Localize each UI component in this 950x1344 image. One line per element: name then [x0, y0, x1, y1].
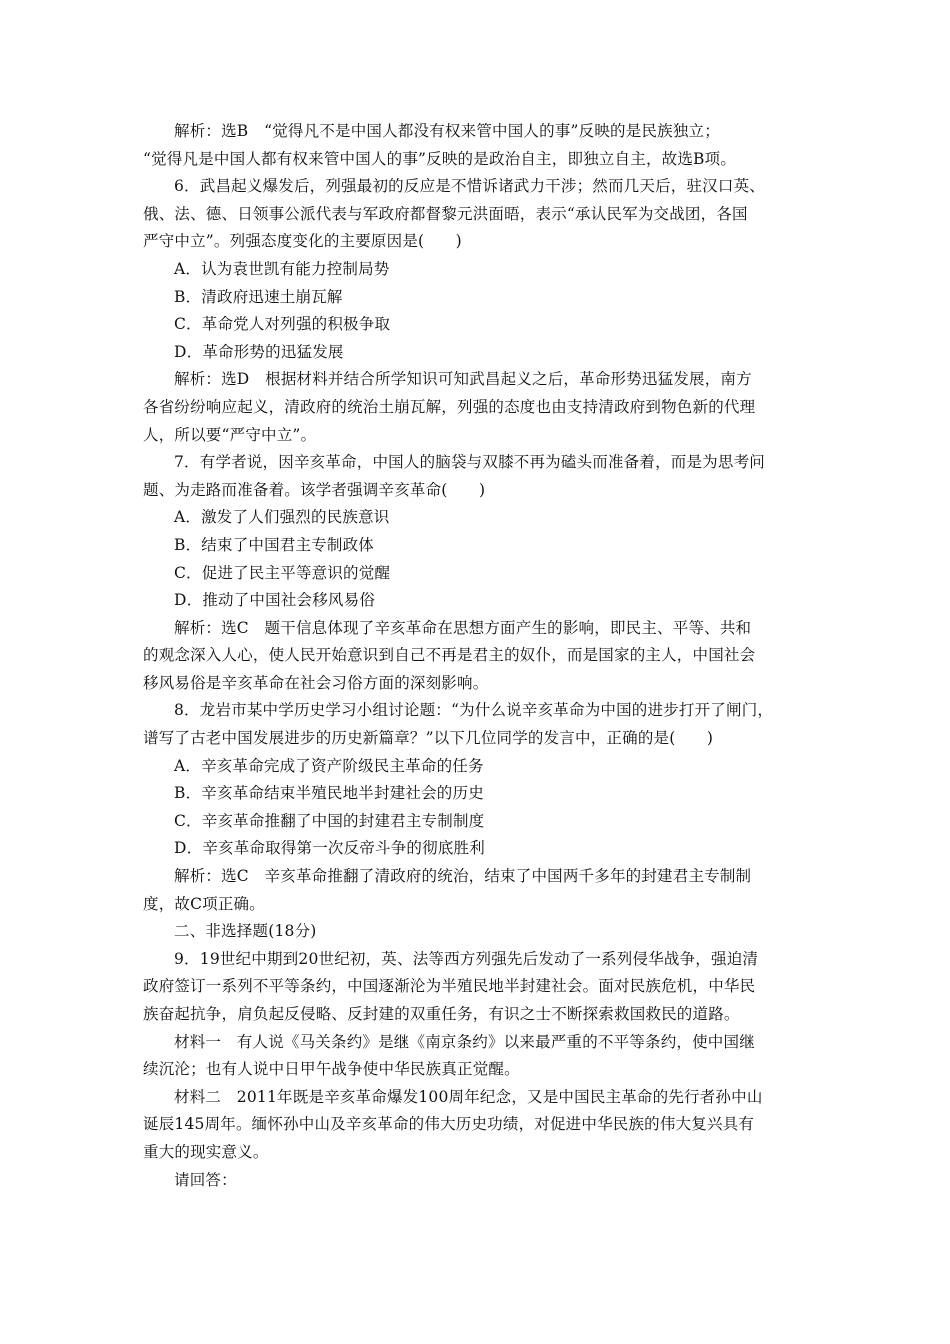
q6-option-d: D．革命形势的迅猛发展	[174, 342, 344, 361]
analysis-q5-line-2: “觉得凡是中国人都有权来管中国人的事”反映的是政治自主，即独立自主，故选B项。	[143, 149, 737, 168]
q7-option-b: B．结束了中国君主专制政体	[174, 535, 374, 554]
q6-option-b: B．清政府迅速土崩瓦解	[174, 287, 343, 306]
question-7-line-2: 题、为走路而准备着。该学者强调辛亥革命( )	[143, 480, 486, 499]
q8-option-d: D．辛亥革命取得第一次反帝斗争的彻底胜利	[174, 839, 485, 858]
question-8-line-1: 8．龙岩市某中学历史学习小组讨论题：“为什么说辛亥革命为中国的进步打开了闸门，	[174, 701, 774, 720]
question-6-line-2: 俄、法、德、日领事公派代表与军政府都督黎元洪面晤，表示“承认民军为交战团，各国	[143, 204, 748, 223]
analysis-q6-line-3: 人，所以要“严守中立”。	[143, 425, 317, 444]
analysis-q6-line-2: 各省纷纷响应起义，清政府的统治土崩瓦解，列强的态度也由支持清政府到物色新的代理	[143, 397, 756, 416]
document-page	[143, 118, 811, 1194]
question-9-line-1: 9．19世纪中期到20世纪初，英、法等西方列强先后发动了一系列侵华战争，强迫清	[174, 949, 759, 968]
material-1-line-2: 续沉沦；也有人说中日甲午战争使中华民族真正觉醒。	[143, 1060, 520, 1079]
q7-option-a: A．激发了人们强烈的民族意识	[174, 508, 390, 527]
section-heading: 二、非选择题(18分)	[174, 922, 317, 941]
question-9-line-2: 政府签订一系列不平等条约，中国逐渐沦为半殖民地半封建社会。面对民族危机，中华民	[143, 977, 756, 996]
material-1-line-1: 材料一 有人说《马关条约》是继《南京条约》以来最严重的不平等条约，使中国继	[174, 1032, 755, 1051]
question-7-line-1: 7．有学者说，因辛亥革命，中国人的脑袋与双膝不再为磕头而准备着，而是为思考问	[174, 453, 765, 472]
analysis-q5-line-1: 解析：选B “觉得凡不是中国人都没有权来管中国人的事”反映的是民族独立；	[174, 122, 720, 140]
material-2-line-3: 重大的现实意义。	[143, 1142, 269, 1161]
material-2-line-2: 诞辰145周年。缅怀孙中山及辛亥革命的伟大历史功绩，对促进中华民族的伟大复兴具有	[143, 1115, 755, 1134]
analysis-q7-line-2: 的观念深入人心，使人民开始意识到自己不再是君主的奴仆，而是国家的主人，中国社会	[143, 646, 756, 665]
analysis-q7-line-1: 解析：选C 题干信息体现了辛亥革命在思想方面产生的影响，即民主、平等、共和	[174, 618, 752, 637]
question-6-line-3: 严守中立”。列强态度变化的主要原因是( )	[143, 232, 462, 251]
analysis-q8-line-2: 度，故C项正确。	[143, 894, 265, 913]
question-9-line-3: 族奋起抗争，肩负起反侵略、反封建的双重任务，有识之士不断探索救国救民的道路。	[143, 1005, 740, 1023]
question-6-line-1: 6．武昌起义爆发后，列强最初的反应是不惜诉诸武力干涉；然而几天后，驻汉口英、	[174, 177, 765, 196]
q6-option-a: A．认为袁世凯有能力控制局势	[174, 259, 390, 278]
answer-prompt: 请回答：	[174, 1170, 237, 1189]
analysis-q8-line-1: 解析：选C 辛亥革命推翻了清政府的统治，结束了中国两千多年的封建君主专制制	[174, 867, 752, 886]
q8-option-c: C．辛亥革命推翻了中国的封建君主专制制度	[174, 811, 485, 830]
q8-option-b: B．辛亥革命结束半殖民地半封建社会的历史	[174, 784, 484, 803]
material-2-line-1: 材料二 2011年既是辛亥革命爆发100周年纪念，又是中国民主革命的先行者孙中山	[174, 1087, 763, 1106]
question-8-line-2: 谱写了古老中国发展进步的历史新篇章？”以下几位同学的发言中，正确的是( )	[143, 729, 714, 748]
q7-option-d: D．推动了中国社会移风易俗	[174, 591, 376, 610]
q8-option-a: A．辛亥革命完成了资产阶级民主革命的任务	[174, 756, 484, 775]
q7-option-c: C．促进了民主平等意识的觉醒	[174, 563, 391, 582]
analysis-q6-line-1: 解析：选D 根据材料并结合所学知识可知武昌起义之后，革命形势迅猛发展，南方	[174, 370, 752, 389]
analysis-q7-line-3: 移风易俗是辛亥革命在社会习俗方面的深刻影响。	[143, 673, 489, 692]
q6-option-c: C．革命党人对列强的积极争取	[174, 315, 391, 334]
